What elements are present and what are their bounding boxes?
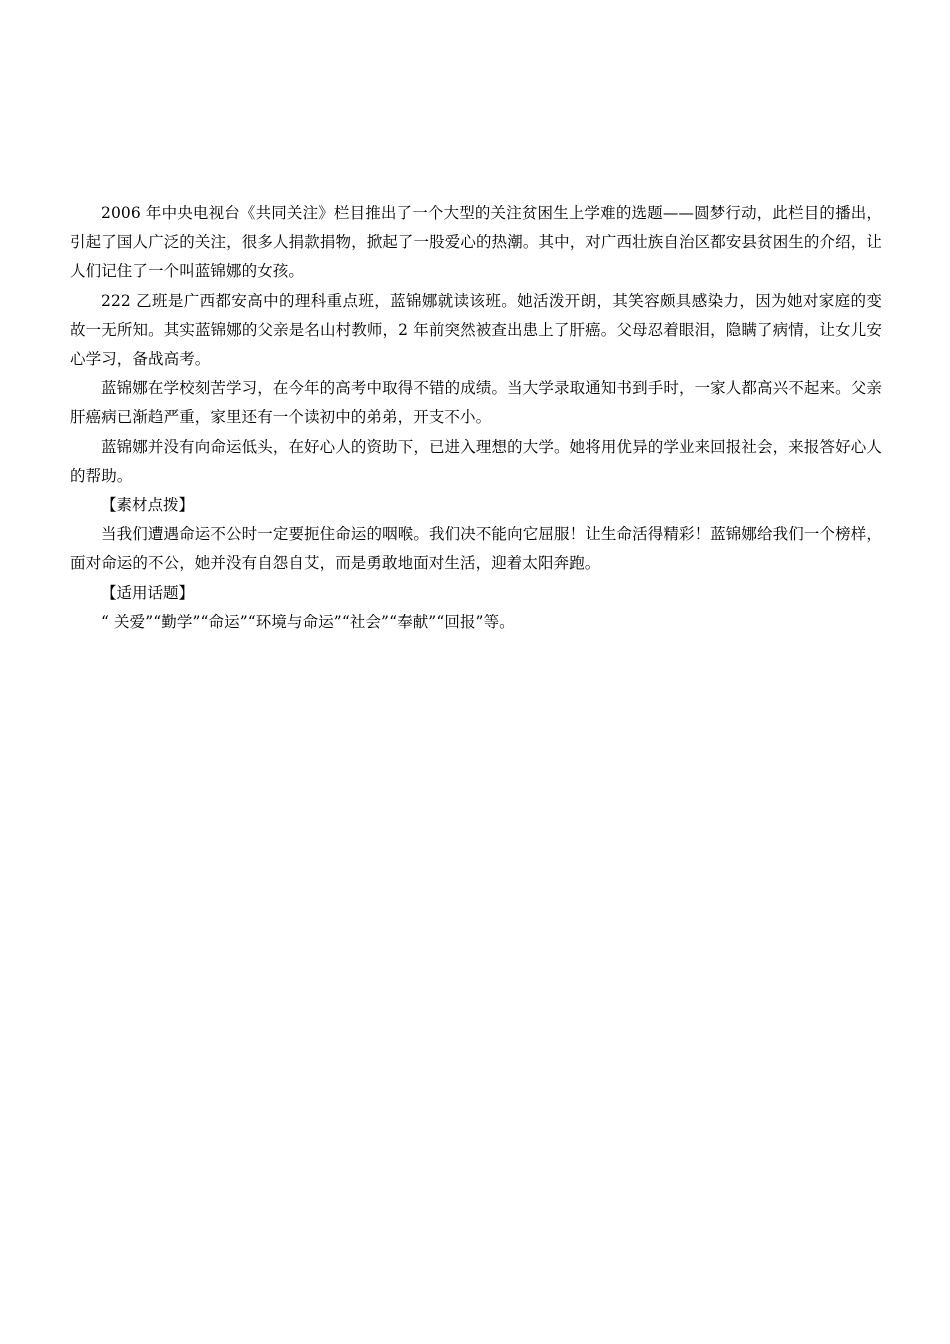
paragraph-2: 222 乙班是广西都安高中的理科重点班，蓝锦娜就读该班。她活泼开朗，其笑容颇具感染力，因为她对家庭的变故一无所知。其实蓝锦娜的父亲是名山村教师，2 年前突然被查出患上了肝癌。父母忍着眼泪，隐瞒了病情，让女儿安心学习，备战高考。: [70, 291, 882, 369]
topics-heading: 【适用话题】: [101, 583, 195, 602]
paragraph-1: 2006 年中央电视台《共同关注》栏目推出了一个大型的关注贫困生上学难的选题——圆梦行动，此栏目的播出，引起了国人广泛的关注，很多人捐款捐物，掀起了一股爱心的热潮。其中，对广西壮族自治区都安县贫困生的介绍，让人们记住了一个叫蓝锦娜的女孩。: [70, 204, 882, 281]
paragraph-3: 蓝锦娜在学校刻苦学习，在今年的高考中取得不错的成绩。当大学录取通知书到手时，一家人都高兴不起来。父亲肝癌病已渐趋严重，家里还有一个读初中的弟弟，开支不小。: [70, 379, 882, 427]
paragraph-4: 蓝锦娜并没有向命运低头，在好心人的资助下，已进入理想的大学。她将用优异的学业来回报社会，来报答好心人的帮助。: [70, 437, 882, 485]
material-text: 当我们遭遇命运不公时一定要扼住命运的咽喉。我们决不能向它屈服！让生命活得精彩！蓝锦娜给我们一个榜样，面对命运的不公，她并没有自怨自艾，而是勇敢地面对生活，迎着太阳奔跑。: [70, 525, 882, 573]
topics-text: “ 关爱”“勤学”“命运”“环境与命运”“社会”“奉献”“回报”等。: [101, 612, 515, 631]
document-body: [70, 199, 882, 637]
material-heading: 【素材点拨】: [101, 496, 195, 515]
